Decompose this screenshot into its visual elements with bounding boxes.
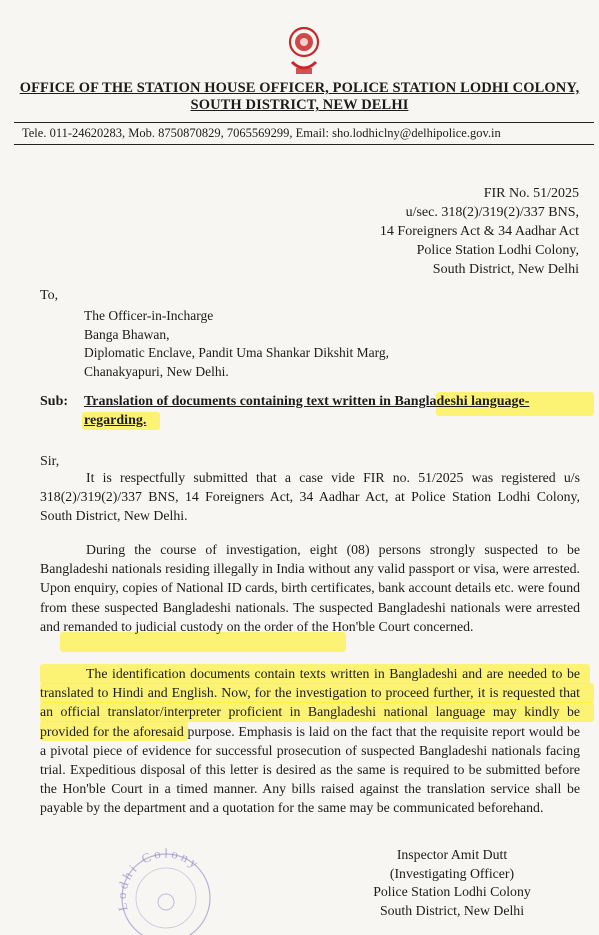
to-label: To, [40,288,59,303]
signatory-station: Police Station Lodhi Colony [373,884,531,899]
subject-label: Sub: [40,394,69,409]
fir-number: FIR No. 51/2025 [483,186,579,201]
addressee-line4: Chanakyapuri, New Delhi. [84,363,229,379]
addressee-line3: Diplomatic Enclave, Pandit Uma Shankar Dikshit Marg, [84,345,389,360]
office-title [0,80,599,114]
office-title-line2: SOUTH DISTRICT, NEW DELHI [190,97,409,113]
district: South District, New Delhi [432,262,579,277]
body-paragraph-1: It is respectfully submitted that a case vide FIR no. 51/2025 was registered u/s 318(2)/319(2)/337 BNS, 14 Foreigners Act, 34 Aadhar Act, at Police Station Lodhi Colony, South District, New Delhi. [40,470,580,524]
sections: u/sec. 318(2)/319(2)/337 BNS, [405,205,579,220]
signature-block [347,846,557,920]
subject-text: Translation of documents containing text written in Bangladeshi language-regarding. [84,394,530,428]
acts: 14 Foreigners Act & 34 Aadhar Act [379,224,579,239]
body-paragraph-2: During the course of investigation, eight (08) persons strongly suspected to be Bangladeshi nationals residing illegally in India without any valid passport or visa, were arrested. Upon enquiry, copies of National ID cards, birth certificates, bank account details etc. were found from these suspected Bangladeshi nationals. The suspected Bangladeshi nationals were arrested and remanded to judicial custody on the order of the Hon'ble Court concerned. [40,542,580,634]
station-stamp [106,840,226,935]
contact-line: Tele. 011-24620283, Mob. 8750870829, 7065569299, Email: sho.lodhiclny@delhipolice.gov.in [14,122,594,145]
body-paragraph-3: The identification documents contain texts written in Bangladeshi and are needed to be translated to Hindi and English. Now, for the investigation to proceed further, it is requested that an official translator/interpreter proficient in Bangladeshi national language may kindly be provided for the aforesaid purpose. Emphasis is laid on the fact that the requisite report would be a pivotal piece of evidence for successful prosecution of suspected Bangladeshi nationals facing trial. Expeditious disposal of this letter is desired as the same is required to be submitted before the Hon'ble Court in a timed manner. Any bills raised against the translation service shall be payable by the department and a quotation for the same may be communicated beforehand. [40,666,580,816]
delhi-police-emblem-icon [284,22,324,84]
salutation: Sir, [40,454,60,469]
signatory-name: Inspector Amit Dutt [396,847,508,862]
reference-block [319,184,579,279]
addressee-line1: The Officer-in-Incharge [84,308,214,323]
stamp-text: Lodhi Colony [113,845,204,913]
svg-text:Lodhi Colony [114,845,204,912]
signatory-role: (Investigating Officer) [389,865,515,881]
police-station: Police Station Lodhi Colony, [416,243,579,258]
signatory-district: South District, New Delhi [379,902,525,918]
addressee-line2: Banga Bhawan, [84,326,170,342]
addressee-block [84,307,389,381]
office-title-line1: OFFICE OF THE STATION HOUSE OFFICER, POLICE STATION LODHI COLONY, [19,80,580,96]
